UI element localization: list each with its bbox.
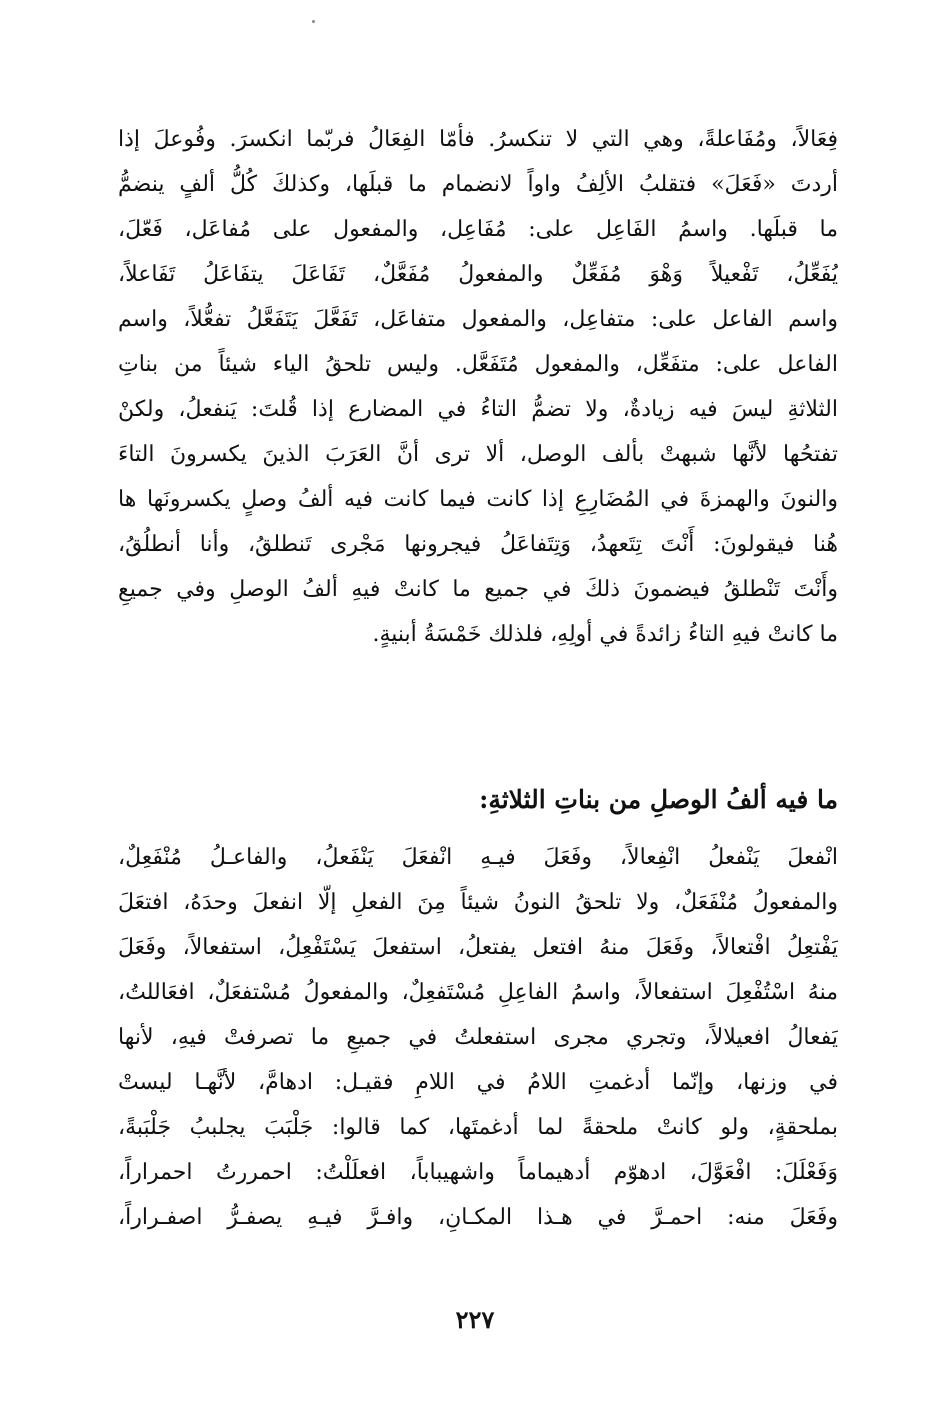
text-line: واسم الفاعل على: متفاعِل، والمفعول متفاعَل، تَفَعَّلَ يَتَفَعَّلُ تفعُّلاً، واسم xyxy=(118,307,838,332)
text-line: والمفعولُ مُنْفَعَلٌ، ولا تلحقُ النونُ شيئاً مِنَ الفعلِ إلّا انفعلَ وحدَهُ، افتعَلَ xyxy=(118,890,838,915)
text-line: انْفعلَ يَنْفعلُ انْفِعالاً، وفَعَلَ فيـهِ انْفعَلَ يَنْفَعلُ، والفاعـلُ مُنْفَعِلٌ، xyxy=(118,845,838,870)
section-heading: ما فيه ألفُ الوصلِ من بناتِ الثلاثةِ: xyxy=(479,785,838,814)
paragraph-2 xyxy=(118,835,838,1240)
text-line: والنونَ والهمزةَ في المُضَارِعِ إذا كانت فيما كانت فيه ألفُ وصلٍ يكسرونَها ها xyxy=(118,487,838,512)
text-line: بملحقةٍ، ولو كانتْ ملحقةً لما أدغمتَها، كما قالوا: جَلْبَبَ يجلببُ جَلْبَبةً، xyxy=(118,1115,838,1140)
text-line: وفَعَلَ منه: احمـرَّ في هـذا المكـانِ، وافـرَّ فيـهِ يصفـرُّ اصفـراراً، xyxy=(118,1205,838,1230)
text-line: تفتحُها لأنَّها شبهتْ بألف الوصل، ألا ترى أنَّ العَرَبَ الذينَ يكسرونَ التاءَ xyxy=(118,442,838,467)
text-line: يَفعالُ افعيلالاً، وتجري مجرى استفعلتُ في جميعِ ما تصرفتْ فيهِ، لأنها xyxy=(118,1025,838,1050)
text-line: ما قبلَها. واسمُ الفَاعِل على: مُفَاعِل، والمفعول على مُفاعَل، فَعّلَ، xyxy=(118,217,838,242)
text-line: الفاعل على: متفَعِّل، والمفعول مُتَفَعَّل. وليس تلحقُ الياء شيئاً من بناتِ xyxy=(118,352,838,377)
text-line: أردتَ «فَعَلَ» فتقلبُ الألِفُ واواً لانضمام ما قبلَها، وكذلكَ كُلُّ ألفٍ ينضمُّ xyxy=(118,172,838,197)
text-line: منهُ اسْتُفْعِلَ استفعالاً، واسمُ الفاعِلِ مُسْتَفعِلٌ، والمفعولُ مُسْتفعَلٌ، افعَاللتُ، xyxy=(118,980,838,1005)
text-line: وأَنْتَ تَنْطلقُ فيضمونَ ذلكَ في جميع ما كانتْ فيهِ ألفُ الوصلِ وفي جميعِ xyxy=(118,577,838,602)
paragraph-1 xyxy=(118,117,838,657)
scan-speck xyxy=(312,20,315,23)
text-line: فِعَالاً، ومُفَاعلةً، وهي التي لا تنكسرُ. فأمّا الفِعَالُ فربّما انكسرَ. وفُوعلَ إذا xyxy=(118,127,838,152)
text-line: الثلاثةِ ليسَ فيه زيادةٌ، ولا تضمُّ التاءُ في المضارع إذا قُلتَ: يَنفعلُ، ولكنْ xyxy=(118,397,838,422)
text-line: يَفْتعِلُ افْتعالاً، وفَعَلَ منهُ افتعل يفتعلُ، استفعلَ يَسْتَفْعِلُ، استفعالاً، وفَعَلَ xyxy=(118,935,838,960)
page-number: ٢٢٧ xyxy=(455,1305,495,1334)
text-line: في وزنها، وإنّما أدغمتِ اللامُ في اللامِ فقيـل: ادهامَّ، لأنَّهـا ليستْ xyxy=(118,1070,838,1095)
text-line: هُنا فيقولونَ: أَنْتَ تِتَعهدُ، وَتِتَفاعَلُ فيجرونها مَجْرى تَنطلقُ، وأنا أنطلُقُ، xyxy=(118,532,838,557)
text-line: وَفَعْلَلَ: افْعَوَّلَ، ادهوّم أدهيماماً واشهيباباً، افعلَلْتُ: احمررتُ احمراراً، xyxy=(118,1160,838,1185)
text-line: ما كانتْ فيهِ التاءُ زائدةً في أولِهِ، فلذلك خَمْسَةُ أبنيةٍ. xyxy=(372,622,838,647)
text-line: يُفَعِّلُ، تَفْعيلاً وَهْوَ مُفَعِّلٌ والمفعولُ مُفَعَّلٌ، تَفَاعَلَ يتفَاعَلُ تَفَاعلاً، xyxy=(118,262,838,287)
